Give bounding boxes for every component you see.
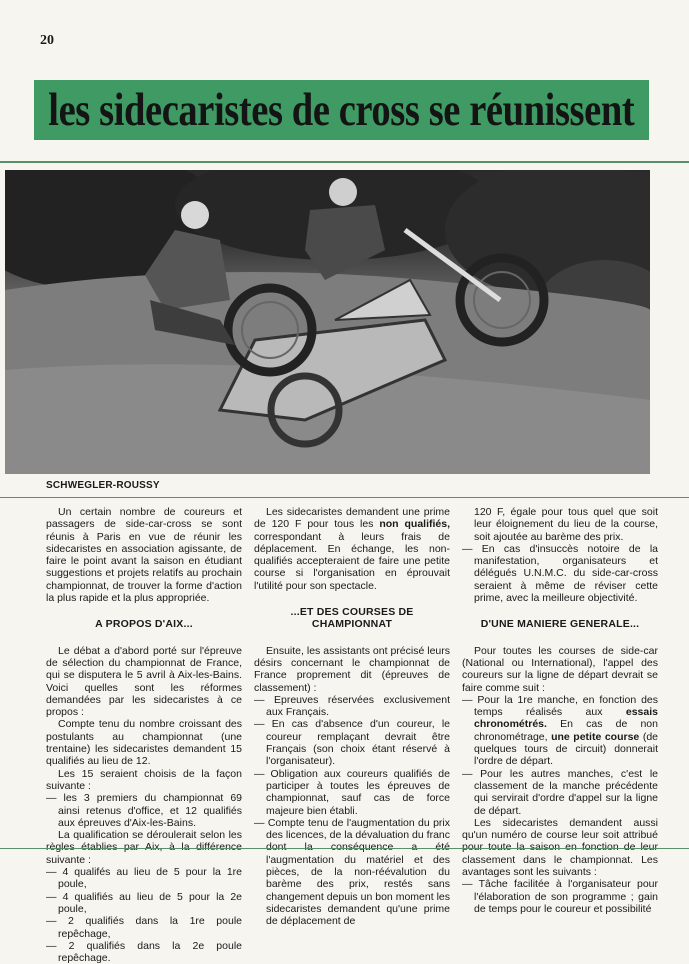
list-item: — 4 qualifés au lieu de 5 pour la 1re poule, xyxy=(46,866,242,891)
text-run: correspondant à leurs frais de déplacement. En échange, les non-qualifiés accepteraient de faire une petite course si l'organisation en éprouvait l'utilité pour son spectacle. xyxy=(254,530,450,592)
bold-run: une petite course xyxy=(551,730,640,743)
bold-run: essais chronométrés. xyxy=(474,706,658,731)
list-item: — En cas d'insuccès notoire de la manifestation, organisateurs et délégués U.N.M.C. du side-car-cross seraient à même de réviser cette prime, avec la meilleure objectivité. xyxy=(462,542,658,605)
column-2 xyxy=(254,506,450,928)
list-item: — Tâche facilitée à l'organisateur pour l'élaboration de son programme ; gain de temps pour le coureur et possibilité xyxy=(462,878,658,915)
list-item: — Obligation aux coureurs qualifiés de participer à toutes les épreuves de championnat, sauf cas de force majeure bien établi. xyxy=(254,767,450,817)
list-item: — En cas d'absence d'un coureur, le coureur remplaçant devrait être Français (son choix étant réservé à l'organisateur). xyxy=(254,718,450,768)
paragraph: 120 F, égale pour tous quel que soit leur éloignement du lieu de la course, soit ajoutée au barème des prix. xyxy=(474,506,658,543)
list-item: — Pour les autres manches, c'est le classement de la manche précédente qui servirait d'ordre d'appel sur la ligne de départ. xyxy=(462,767,658,817)
text-run: (de quelques tours de circuit) donnerait l'ordre de départ. xyxy=(474,730,658,768)
text-run: — Pour la 1re manche, en fonction des temps réalisés aux xyxy=(462,693,658,719)
list-item: — 2 qualifiés dans la 2e poule repêchage. xyxy=(46,939,242,964)
page-number: 20 xyxy=(40,33,54,48)
column-1 xyxy=(46,506,242,964)
article-title: les sidecaristes de cross se réunissent xyxy=(48,84,635,136)
paragraph: Les sidecaristes demandent aussi qu'un numéro de course leur soit attribué classement dans le championnat. Les avantages sont les suivants : xyxy=(462,816,658,879)
list-item xyxy=(462,694,658,768)
list-item: — Epreuves réservées exclusivement aux Français. xyxy=(254,693,450,719)
paragraph: Les 15 seraient choisis de la façon suivante : xyxy=(46,767,242,792)
list-item: — 4 qualifiés au lieu de 5 pour la 2e poule, xyxy=(46,890,242,915)
list-item: — Compte tenu de l'augmentation du prix des licences, de la dévaluation du franc l'augmentation du matériel et des pièces, de la non-réévalution du barème des prix, restés sans changement depuis un bon moment les sidecaristes demandent qu'une prime de déplacement de xyxy=(254,816,450,928)
title-banner xyxy=(34,80,649,140)
text-run: Les sidecaristes demandent une prime de 120 F pour tous les xyxy=(254,506,450,531)
section-heading-generale: D'UNE MANIERE GENERALE... xyxy=(480,618,640,631)
paragraph: Le débat a d'abord porté sur l'épreuve de sélection du championnat de France, qui se disputera le 5 avril à Aix-les-Bains. Voici quelles sont les réformes demandées par les sidecaristes à ce propos : xyxy=(46,644,242,719)
list-item: — les 3 premiers du championnat 69 ainsi retenus d'office, et 12 qualifiés aux épreuves d'Aix-les-Bains. xyxy=(46,792,242,829)
intro-paragraph: Un certain nombre de coureurs et passagers de side-car-cross se sont réunis à Paris en vue de réunir les sidecaristes en association agissante, de faire le point avant la saison en étudiant suggestions et projets relatifs au prochain championnat, de trouver la forme d'action la plus rapide et la plus appropriée. xyxy=(46,506,242,605)
paragraph: Ensuite, les assistants ont précisé leurs désirs concernant le championnat de France proprement dit (épreuves de classement) : xyxy=(254,644,450,694)
photo-caption: SCHWEGLER-ROUSSY xyxy=(46,480,160,491)
paragraph-prime xyxy=(254,506,450,592)
divider-top xyxy=(0,161,689,163)
sidecar-cross-photo xyxy=(5,170,650,474)
bold-run: non qualifiés, xyxy=(379,518,451,531)
list-item: — 2 qualifiés dans la 1re poule repêchage, xyxy=(46,915,242,940)
section-heading-aix: A PROPOS D'AIX... xyxy=(95,618,193,631)
paragraph: La qualification se déroulerait selon les suivante : xyxy=(46,829,242,866)
paragraph: Compte tenu du nombre croissant des postulants au championnat (une trentaine) les sidecaristes demandent 15 qualifiés au lieu de 12. xyxy=(46,718,242,768)
photo-illustration xyxy=(5,170,650,474)
section-heading-championnat: ...ET DES COURSES DE CHAMPIONNAT xyxy=(290,606,414,631)
divider-middle xyxy=(0,497,689,498)
divider-bottom xyxy=(0,848,689,849)
text-run: En cas de non chronométrage, xyxy=(474,718,658,743)
paragraph: Pour toutes les courses de side-car (National ou International), l'appel des coureurs sur la ligne de départ devrait se faire comme suit : xyxy=(462,644,658,694)
column-3 xyxy=(462,506,658,915)
